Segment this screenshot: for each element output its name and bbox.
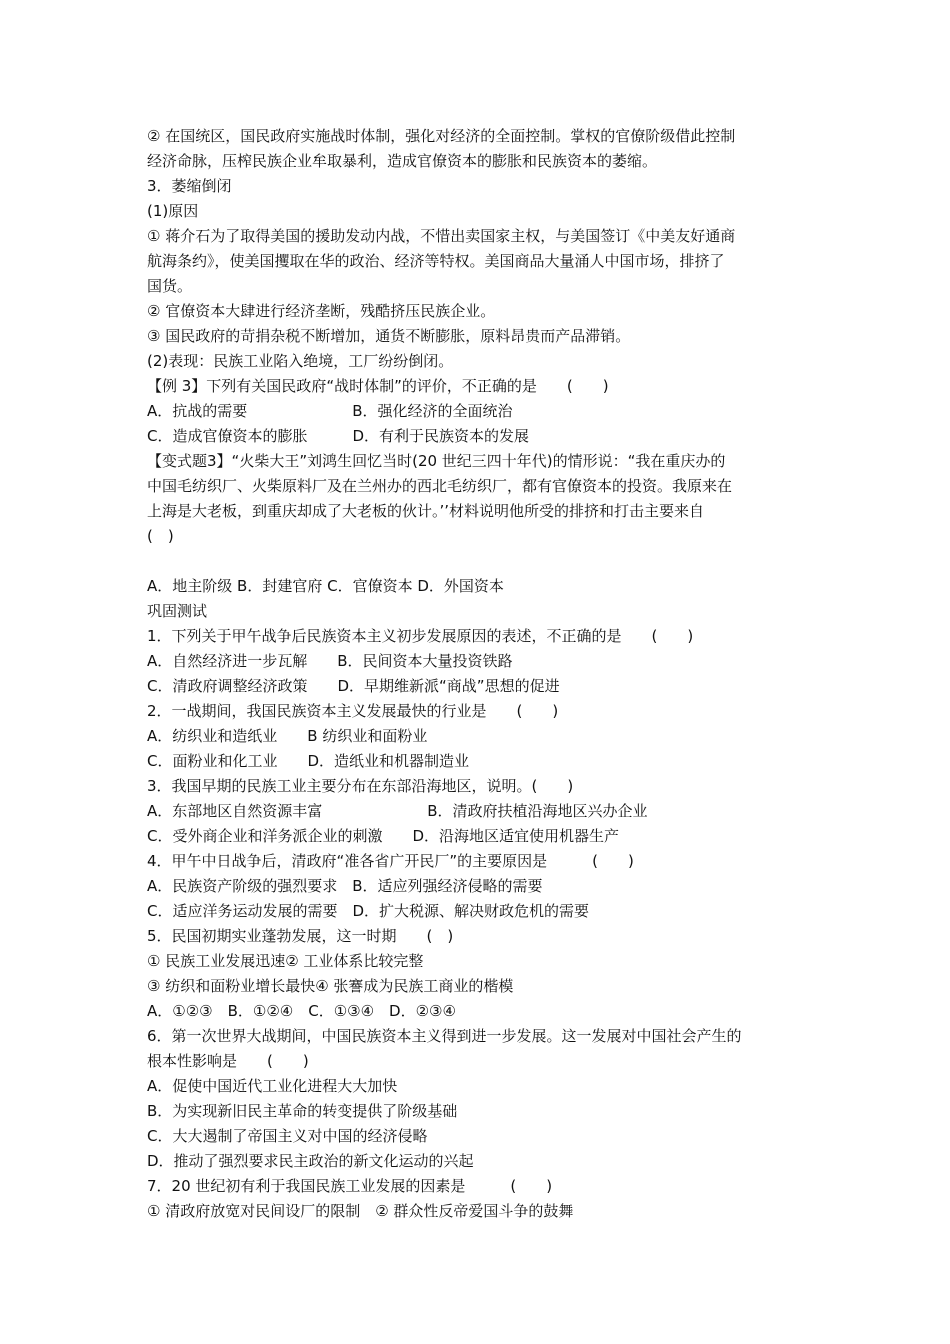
text-line: 中国毛纺织厂、火柴原料厂及在兰州办的西北毛纺织厂，都有官僚资本的投资。我原来在 — [147, 477, 733, 495]
answer-option: A．促使中国近代工业化进程大大加快 — [147, 1077, 398, 1095]
question-4: 4．甲午中日战争后，清政府“准各省广开民厂”的主要原因是 ( ) — [147, 852, 634, 870]
answer-option: D．推动了强烈要求民主政治的新文化运动的兴起 — [147, 1152, 474, 1170]
question-5: 5．民国初期实业蓬勃发展，这一时期 ( ) — [147, 927, 454, 945]
answer-options: A．抗战的需要 B．强化经济的全面统治 — [147, 402, 513, 420]
answer-options: C．受外商企业和洋务派企业的刺激 D．沿海地区适宜使用机器生产 — [147, 827, 620, 845]
text-line: 航海条约》，使美国攫取在华的政治、经济等特权。美国商品大量涌人中国市场，排挤了 — [147, 252, 725, 270]
section-heading: 巩固测试 — [147, 602, 208, 620]
blank-line — [147, 549, 817, 574]
statement-line: ① 民族工业发展迅速② 工业体系比较完整 — [147, 952, 424, 970]
statement-line: ① 清政府放宽对民间设厂的限制 ② 群众性反帝爱国斗争的鼓舞 — [147, 1202, 574, 1220]
question-6: 6．第一次世界大战期间，中国民族资本主义得到进一步发展。这一发展对中国社会产生的 — [147, 1027, 742, 1045]
question-3: 3．我国早期的民族工业主要分布在东部沿海地区，说明。( ) — [147, 777, 574, 795]
answer-option: B．为实现新旧民主革命的转变提供了阶级基础 — [147, 1102, 458, 1120]
document-body — [147, 124, 817, 1224]
answer-blank: ( ) — [147, 527, 174, 545]
example-question: 【例 3】下列有关国民政府“战时体制”的评价，不正确的是 ( ) — [147, 377, 609, 395]
answer-options: A．东部地区自然资源丰富 B．清政府扶植沿海地区兴办企业 — [147, 802, 648, 820]
text-line: 国货。 — [147, 277, 193, 295]
variant-question: 【变式题3】“火柴大王”刘鸿生回忆当时(20 世纪三四十年代)的情形说：“我在重庆办的 — [147, 452, 726, 470]
text-line: (2)表现：民族工业陷入绝境，工厂纷纷倒闭。 — [147, 352, 454, 370]
question-2: 2．一战期间，我国民族资本主义发展最快的行业是 ( ) — [147, 702, 559, 720]
text-line: 根本性影响是 ( ) — [147, 1052, 309, 1070]
answer-options: C．清政府调整经济政策 D．早期维新派“商战”思想的促进 — [147, 677, 560, 695]
subsection-heading: (1)原因 — [147, 202, 199, 220]
text-line: ① 蒋介石为了取得美国的援助发动内战，不惜出卖国家主权，与美国签订《中美友好通商 — [147, 227, 736, 245]
answer-options: A．纺织业和造纸业 B 纺织业和面粉业 — [147, 727, 428, 745]
question-7: 7．20 世纪初有利于我国民族工业发展的因素是 ( ) — [147, 1177, 553, 1195]
answer-options: A．①②③ B．①②④ C．①③④ D．②③④ — [147, 1002, 456, 1020]
text-line: ③ 国民政府的苛捐杂税不断增加，通货不断膨胀，原料昂贵而产品滞销。 — [147, 327, 631, 345]
statement-line: ③ 纺织和面粉业增长最快④ 张謇成为民族工商业的楷模 — [147, 977, 514, 995]
answer-options: C．造成官僚资本的膨胀 D．有利于民族资本的发展 — [147, 427, 530, 445]
answer-options: C．面粉业和化工业 D．造纸业和机器制造业 — [147, 752, 470, 770]
answer-options: A．民族资产阶级的强烈要求 B．适应列强经济侵略的需要 — [147, 877, 543, 895]
answer-options: A．地主阶级 B．封建官府 C．官僚资本 D．外国资本 — [147, 577, 504, 595]
text-line: ② 在国统区，国民政府实施战时体制，强化对经济的全面控制。掌权的官僚阶级借此控制 — [147, 127, 736, 145]
answer-options: A．自然经济进一步瓦解 B．民间资本大量投资铁路 — [147, 652, 513, 670]
answer-options: C．适应洋务运动发展的需要 D．扩大税源、解决财政危机的需要 — [147, 902, 590, 920]
question-1: 1．下列关于甲午战争后民族资本主义初步发展原因的表述，不正确的是 ( ) — [147, 627, 694, 645]
answer-option: C．大大遏制了帝国主义对中国的经济侵略 — [147, 1127, 428, 1145]
text-line: ② 官僚资本大肆进行经济垄断，残酷挤压民族企业。 — [147, 302, 496, 320]
text-line: 上海是大老板，到重庆却成了大老板的伙计。’’材料说明他所受的排挤和打击主要来自 — [147, 502, 705, 520]
text-line: 经济命脉，压榨民族企业牟取暴利，造成官僚资本的膨胀和民族资本的萎缩。 — [147, 152, 658, 170]
section-heading: 3．萎缩倒闭 — [147, 177, 232, 195]
